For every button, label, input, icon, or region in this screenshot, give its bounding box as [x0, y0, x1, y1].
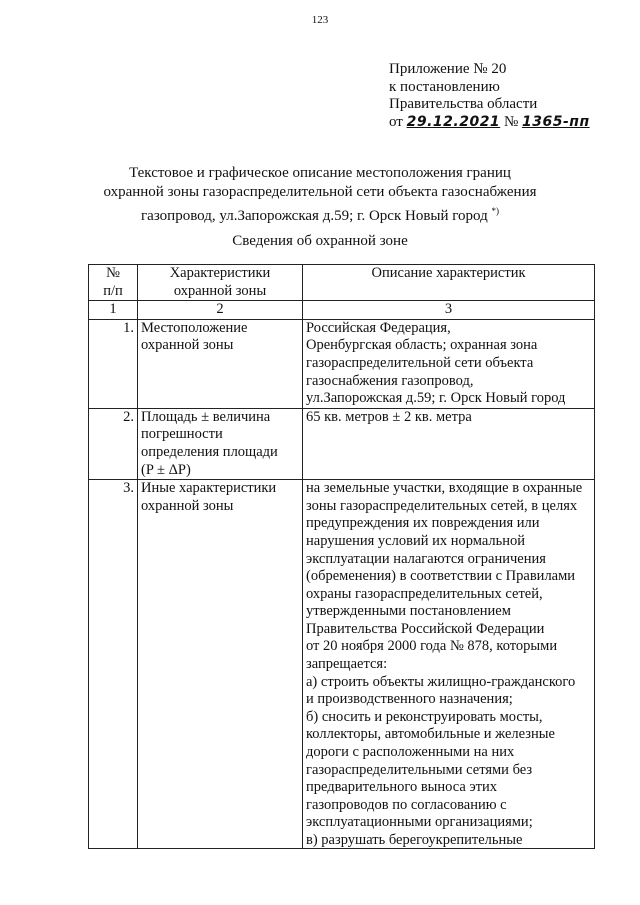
header-description: Описание характеристик	[303, 265, 595, 301]
cell-line: газораспределительными сетями без	[306, 761, 533, 778]
row-description	[303, 319, 595, 408]
title-line-3-text: газопровод, ул.Запорожская д.59; г. Орск Новый город	[141, 208, 488, 224]
cell-line: дороги с расположенными на них	[306, 744, 515, 761]
cell-line: охраны газораспределительных сетей,	[306, 585, 543, 602]
appendix-line-government: Правительства области	[389, 96, 538, 112]
cell-line: погрешности	[141, 426, 223, 443]
title-line-3	[0, 202, 640, 226]
table-header-row	[89, 265, 595, 301]
header-number	[89, 265, 138, 301]
cell-line: на земельные участки, входящие в охранные	[306, 480, 583, 497]
cell-line: газоснабжения газопровод,	[306, 372, 474, 389]
cell-line: а) строить объекты жилищно-гражданского	[306, 673, 576, 690]
cell-line: Иные характеристики	[141, 480, 277, 497]
cell-line: в) разрушать берегоукрепительные	[306, 832, 523, 848]
cell-line: Местоположение	[141, 319, 248, 336]
row-description	[303, 408, 595, 479]
handwritten-date: 29.12.2021	[406, 113, 501, 130]
cell-line: (P ± ΔP)	[141, 461, 191, 478]
appendix-title: Приложение № 20	[389, 61, 507, 77]
cell-line: от 20 ноября 2000 года № 878, которыми	[306, 638, 558, 655]
row-characteristic	[138, 408, 303, 479]
cell-line: газораспределительной сети объекта	[306, 354, 534, 371]
cell-line: и производственного назначения;	[306, 691, 513, 708]
appendix-date-line	[389, 114, 590, 132]
table-row	[89, 480, 595, 850]
cell-line: запрещается:	[306, 656, 388, 673]
footnote-mark: *)	[491, 206, 499, 216]
cell-line: определения площади	[141, 443, 278, 460]
table-index-row	[89, 301, 595, 320]
header-characteristics-line-2: охранной зоны	[173, 282, 267, 299]
appendix-block	[389, 61, 590, 131]
cell-line: Оренбургская область; охранная зона	[306, 337, 538, 354]
table-row	[89, 408, 595, 479]
cell-line: утвержденными постановлением	[306, 603, 511, 620]
index-cell-3: 3	[303, 301, 595, 320]
cell-line: зоны газораспределительных сетей, в целях	[306, 497, 578, 514]
cell-line: эксплуатации налагаются ограничения	[306, 550, 546, 567]
cell-line: газопроводов по согласованию с	[306, 796, 507, 813]
row-number: 2.	[89, 408, 138, 479]
row-number: 3.	[89, 480, 138, 850]
title-line-1: Текстовое и графическое описание местоположения границ	[129, 165, 511, 181]
cell-line: коллекторы, автомобильные и железные	[306, 726, 555, 743]
cell-line: Российская Федерация,	[306, 319, 451, 336]
cell-line: 65 кв. метров ± 2 кв. метра	[306, 408, 472, 425]
header-characteristics-line-1: Характеристики	[169, 265, 271, 281]
row-characteristic	[138, 319, 303, 408]
page-bottom-margin	[0, 848, 640, 905]
row-characteristic	[138, 480, 303, 850]
cell-line: б) сносить и реконструировать мосты,	[306, 708, 543, 725]
cell-line: ул.Запорожская д.59; г. Орск Новый город	[306, 390, 566, 407]
section-subtitle: Сведения об охранной зоне	[232, 233, 408, 249]
cell-line: Площадь ± величина	[141, 408, 271, 425]
document-title	[0, 164, 640, 226]
cell-line: Правительства Российской Федерации	[306, 620, 545, 637]
header-number-line-2: п/п	[103, 282, 123, 299]
page-number: 123	[311, 14, 329, 26]
date-prefix: от	[389, 113, 403, 130]
title-line-2: охранной зоны газораспределительной сети объекта газоснабжения	[103, 184, 537, 200]
cell-line: (обременения) в соответствии с Правилами	[306, 568, 576, 585]
appendix-line-decree: к постановлению	[389, 78, 500, 95]
index-cell-1: 1	[89, 301, 138, 320]
zone-info-table	[88, 264, 595, 851]
header-characteristics	[138, 265, 303, 301]
row-description	[303, 480, 595, 850]
table-row	[89, 319, 595, 408]
handwritten-number: 1365-пп	[522, 113, 590, 130]
cell-line: предупреждения их повреждения или	[306, 515, 540, 532]
cell-line: нарушения условий их нормальной	[306, 532, 526, 549]
cell-line: охранной зоны	[141, 337, 234, 354]
index-cell-2: 2	[138, 301, 303, 320]
cell-line: охранной зоны	[141, 497, 234, 514]
header-number-line-1: №	[106, 265, 120, 281]
row-number: 1.	[89, 319, 138, 408]
number-prefix: №	[503, 113, 519, 130]
table-bottom-border	[88, 848, 595, 849]
cell-line: эксплуатационными организациями;	[306, 814, 533, 831]
cell-line: предварительного выноса этих	[306, 779, 498, 796]
